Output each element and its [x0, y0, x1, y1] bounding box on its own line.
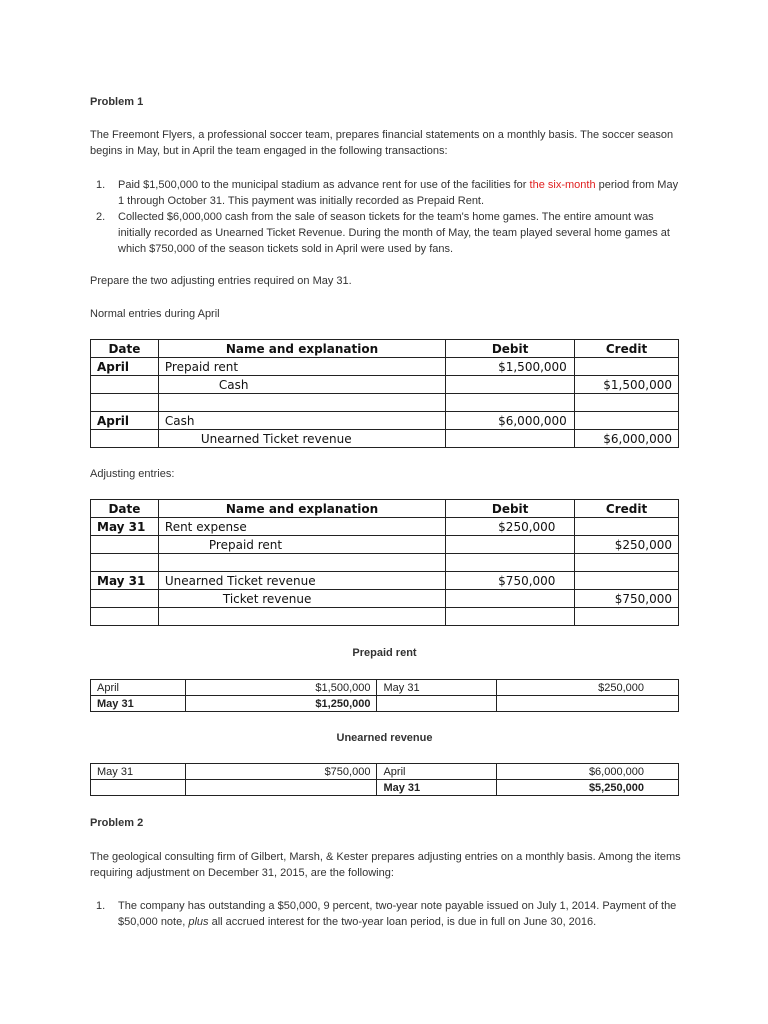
- name-cell: Unearned Ticket revenue: [158, 572, 445, 590]
- credit-header: Credit: [575, 500, 679, 518]
- table-row: [91, 572, 679, 590]
- adjusting-entries-label: Adjusting entries:: [90, 468, 175, 480]
- problem1-list: [90, 177, 686, 257]
- credit-cell: [575, 608, 679, 626]
- debit-cell: [446, 590, 575, 608]
- problem1-intro: The Freemont Flyers, a professional soccer team, prepares financial statements on a monthly basis. The soccer season begins in May, but in April the team engaged in the following transactions:: [90, 129, 674, 157]
- table-row: [91, 696, 679, 712]
- debit-cell: [446, 536, 575, 554]
- prepaid-rent-account: [90, 679, 679, 712]
- table-row: [91, 680, 679, 696]
- debit-cell: $750,000: [446, 572, 575, 590]
- normal-entries-table: [90, 339, 679, 448]
- left-label: [91, 780, 186, 796]
- credit-cell: $250,000: [575, 536, 679, 554]
- date-cell: April: [91, 412, 159, 430]
- table-row: [91, 358, 679, 376]
- debit-header: Debit: [446, 500, 575, 518]
- right-label: [377, 696, 497, 712]
- date-cell: [91, 394, 159, 412]
- problem2-heading: Problem 2: [90, 817, 144, 829]
- problem2-intro: The geological consulting firm of Gilbert, Marsh, & Kester prepares adjusting entries on a monthly basis. Among the items requiring adjustment on December 31, 2015, are the following:: [90, 851, 681, 879]
- name-cell: Unearned Ticket revenue: [158, 430, 445, 448]
- table-row: [91, 764, 679, 780]
- left-amount: $750,000: [185, 764, 377, 780]
- credit-cell: [575, 572, 679, 590]
- right-amount: $250,000: [497, 680, 679, 696]
- right-amount: [497, 696, 679, 712]
- credit-cell: [575, 518, 679, 536]
- date-cell: May 31: [91, 518, 159, 536]
- item-text: Paid $1,500,000 to the municipal stadium as advance rent for use of the facilities for: [118, 179, 530, 191]
- adjusting-entries-table: [90, 499, 679, 626]
- table-row: [91, 554, 679, 572]
- credit-cell: [575, 394, 679, 412]
- table-header: [91, 340, 679, 358]
- date-cell: [91, 536, 159, 554]
- left-amount: $1,500,000: [185, 680, 377, 696]
- right-label: May 31: [377, 780, 497, 796]
- right-label: April: [377, 764, 497, 780]
- date-cell: [91, 376, 159, 394]
- italic-text: plus: [188, 916, 209, 928]
- table-row: [91, 780, 679, 796]
- prepaid-rent-title: Prepaid rent: [352, 647, 417, 659]
- left-label: April: [91, 680, 186, 696]
- left-amount: [185, 780, 377, 796]
- name-cell: Cash: [158, 412, 445, 430]
- item-text: period from May 1 through October 31. This payment was initially recorded as Prepaid Rent.: [118, 179, 679, 207]
- date-cell: [91, 554, 159, 572]
- date-header: Date: [91, 340, 159, 358]
- credit-header: Credit: [575, 340, 679, 358]
- right-amount: $5,250,000: [497, 780, 679, 796]
- table-row: [91, 536, 679, 554]
- list-item: [90, 209, 686, 257]
- credit-cell: [575, 358, 679, 376]
- unearned-revenue-title: Unearned revenue: [336, 732, 433, 744]
- credit-cell: [575, 554, 679, 572]
- credit-cell: [575, 412, 679, 430]
- item-text: The company has outstanding a $50,000, 9 percent, two-year note payable issued on July 1, 2014. Payment of the $50,000 note,: [118, 900, 677, 928]
- date-cell: April: [91, 358, 159, 376]
- debit-cell: [446, 376, 575, 394]
- name-header: Name and explanation: [158, 500, 445, 518]
- credit-cell: $6,000,000: [575, 430, 679, 448]
- left-label: May 31: [91, 696, 186, 712]
- list-number: 1.: [96, 179, 106, 191]
- debit-cell: [446, 608, 575, 626]
- table-row: [91, 608, 679, 626]
- date-cell: [91, 608, 159, 626]
- list-number: 1.: [96, 900, 106, 912]
- right-amount: $6,000,000: [497, 764, 679, 780]
- list-item: [90, 177, 686, 209]
- table-row: [91, 376, 679, 394]
- name-cell: Ticket revenue: [158, 590, 445, 608]
- instruction: Prepare the two adjusting entries required on May 31.: [90, 275, 352, 287]
- name-cell: Cash: [158, 376, 445, 394]
- right-label: May 31: [377, 680, 497, 696]
- table-header: [91, 500, 679, 518]
- item-text: all accrued interest for the two-year loan period, is due in full on June 30, 2016.: [208, 916, 597, 928]
- problem1-heading: Problem 1: [90, 96, 144, 108]
- table-row: [91, 394, 679, 412]
- table-row: [91, 590, 679, 608]
- name-cell: [158, 554, 445, 572]
- item-text: Collected $6,000,000 cash from the sale of season tickets for the team's home games. The entire amount was initially recorded as Unearned Ticket Revenue. During the month of May, the team played several home games at which $750,000 of the season tickets sold in April were used by fans.: [118, 211, 670, 255]
- unearned-revenue-account: [90, 763, 679, 796]
- debit-header: Debit: [446, 340, 575, 358]
- date-cell: [91, 590, 159, 608]
- name-cell: [158, 394, 445, 412]
- table-row: [91, 412, 679, 430]
- debit-cell: [446, 430, 575, 448]
- credit-cell: $750,000: [575, 590, 679, 608]
- debit-cell: $6,000,000: [446, 412, 575, 430]
- list-number: 2.: [96, 211, 106, 223]
- highlighted-text: the six-month: [529, 179, 596, 191]
- name-cell: Prepaid rent: [158, 358, 445, 376]
- left-amount: $1,250,000: [185, 696, 377, 712]
- problem2-list: [90, 898, 686, 930]
- debit-cell: $250,000: [446, 518, 575, 536]
- date-cell: [91, 430, 159, 448]
- name-header: Name and explanation: [158, 340, 445, 358]
- table-row: [91, 518, 679, 536]
- name-cell: Rent expense: [158, 518, 445, 536]
- left-label: May 31: [91, 764, 186, 780]
- debit-cell: $1,500,000: [446, 358, 575, 376]
- credit-cell: $1,500,000: [575, 376, 679, 394]
- debit-cell: [446, 554, 575, 572]
- name-cell: [158, 608, 445, 626]
- name-cell: Prepaid rent: [158, 536, 445, 554]
- list-item: [90, 898, 686, 930]
- table-row: [91, 430, 679, 448]
- date-cell: May 31: [91, 572, 159, 590]
- date-header: Date: [91, 500, 159, 518]
- debit-cell: [446, 394, 575, 412]
- normal-entries-label: Normal entries during April: [90, 308, 220, 320]
